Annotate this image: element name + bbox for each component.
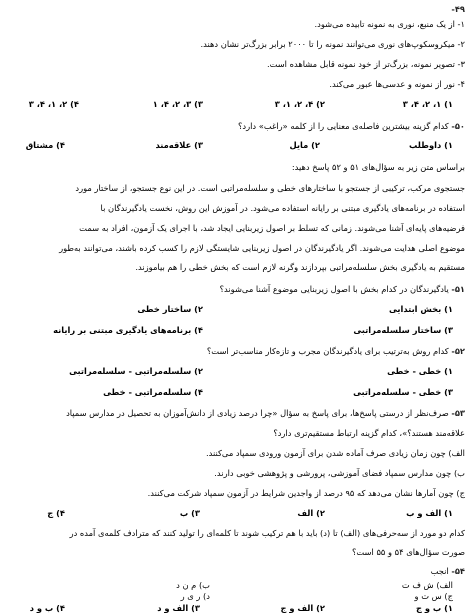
q51-option-4[interactable]: ۴) برنامه‌های یادگیری مبتنی بر رایانه — [53, 325, 203, 335]
q50-option-1[interactable]: ۱) داوطلب — [408, 140, 453, 150]
q54-option-4[interactable]: ۴) ب و د — [29, 603, 65, 613]
instruction-line-2: صورت سؤال‌های ۵۴ و ۵۵ است؟ — [352, 547, 465, 557]
question-53 — [8, 408, 465, 419]
q52-options-row-2 — [8, 387, 465, 398]
q54-item-a: الف) ش ف ت — [401, 580, 453, 590]
q54-items-row-1 — [8, 580, 465, 591]
question-54-number: ۵۴- — [451, 566, 465, 576]
question-54 — [8, 566, 465, 577]
q54-options — [8, 603, 465, 614]
q53-option-2[interactable]: ۲) الف — [297, 508, 325, 518]
q49-statement-4: ۴- نور از نمونه و عدسی‌ها عبور می‌کند. — [329, 79, 465, 89]
passage-line-3: فرضیه‌های پایه‌ای آشنا می‌شوند. زمانی که تسلط بر اصول زیربنایی ایجاد شد، با اجرای یک آزمون، افراد به سمت — [79, 223, 465, 233]
q50-option-3[interactable]: ۳) علاقه‌مند — [155, 140, 203, 150]
q53-item-c: ج) چون آمارها نشان می‌دهد که ۹۵ درصد از واجدین شرایط در آزمون سمپاد شرکت می‌کنند. — [147, 488, 465, 498]
question-50 — [8, 121, 465, 132]
passage-intro: براساس متن زیر به سؤال‌های ۵۱ و ۵۲ پاسخ دهید: — [291, 162, 465, 172]
q53-options — [8, 508, 465, 519]
q49-options — [8, 99, 465, 110]
q49-option-3[interactable]: ۳) ۳، ۲، ۴، ۱ — [152, 99, 203, 109]
q51-option-2[interactable]: ۲) ساختار خطی — [137, 304, 203, 314]
q54-option-1[interactable]: ۱) ب و ج — [415, 603, 453, 613]
passage-line-5: مستقیم به یادگیری بخش سلسله‌مراتبی بپردازند وگرنه لازم است که بخش خطی را هم بیاموزند. — [135, 262, 465, 272]
q52-option-1[interactable]: ۱) خطی - خطی — [387, 366, 453, 376]
q52-option-2[interactable]: ۲) سلسله‌مراتبی - سلسله‌مراتبی — [69, 366, 203, 376]
q53-item-b: ب) چون مدارس سمپاد فضای آموزشی، پرورشی و پژوهشی خوبی دارند. — [214, 468, 465, 478]
q54-item-b: ب) م ن د — [176, 580, 210, 590]
q52-option-4[interactable]: ۴) سلسله‌مراتبی - خطی — [103, 387, 203, 397]
q54-option-2[interactable]: ۲) الف و ج — [280, 603, 325, 613]
q49-option-4[interactable]: ۴) ۲، ۱، ۴، ۳ — [28, 99, 79, 109]
question-50-text: کدام گزینه بیشترین فاصله‌ی معنایی را از کلمه «راغب» دارد؟ — [238, 121, 449, 131]
question-52-number: ۵۲- — [451, 346, 465, 356]
question-53-number: ۵۳- — [451, 408, 465, 418]
q50-options — [8, 140, 465, 151]
question-51-number: ۵۱- — [451, 284, 465, 294]
q53-option-3[interactable]: ۳) ب — [179, 508, 200, 518]
q53-option-4[interactable]: ۴) ج — [47, 508, 65, 518]
q50-option-4[interactable]: ۴) مشتاق — [25, 140, 65, 150]
question-52-text: کدام روش به‌ترتیب برای یادگیرندگان مجرب و تازه‌کار مناسب‌تر است؟ — [206, 346, 449, 356]
q51-options-row-2 — [8, 325, 465, 336]
q49-statement-1: ۱- از یک منبع، نوری به نمونه تابیده می‌شود. — [314, 19, 465, 29]
question-53-line-1: صرف‌نظر از درستی پاسخ‌ها، برای پاسخ به سؤال «چرا درصد زیادی از دانش‌آموزان به تحصیل در مدارس سمپاد — [66, 408, 449, 418]
q53-item-a: الف) چون زمان زیادی صرف آماده شدن برای آزمون ورودی سمپاد می‌کنند. — [205, 448, 465, 458]
passage-line-2: استفاده در برنامه‌های یادگیری مبتنی بر رایانه استفاده می‌شود. در آموزش این روش، نخست یادگیرندگان با — [100, 203, 465, 213]
q53-option-1[interactable]: ۱) الف و ب — [406, 508, 453, 518]
instruction-line-1: کدام دو مورد از سه‌حرفی‌های (الف) تا (د) باید با هم ترکیب شوند تا کلمه‌ای را تولید کنند که مترادف کلمه‌ی آمده در — [69, 528, 465, 538]
q52-option-3[interactable]: ۳) خطی - سلسله‌مراتبی — [353, 387, 453, 397]
question-52 — [8, 346, 465, 357]
passage-line-1: جستجوی مرکب، ترکیبی از جستجو با ساختارهای خطی و سلسله‌مراتبی است. در این نوع جستجو، از ساختار مورد — [75, 183, 465, 193]
q49-option-2[interactable]: ۲) ۴، ۲، ۱، ۳ — [274, 99, 325, 109]
question-51-text: یادگیرندگان در کدام بخش با اصول زیربنایی موضوع آشنا می‌شوند؟ — [219, 284, 449, 294]
q52-options-row-1 — [8, 366, 465, 377]
q49-statement-2: ۲- میکروسکوپ‌های نوری می‌توانند نمونه را تا ۲۰۰۰ برابر بزرگ‌تر نشان دهند. — [200, 39, 465, 49]
q54-option-3[interactable]: ۳) الف و د — [157, 603, 200, 613]
question-51 — [8, 284, 465, 295]
q49-statement-3: ۳- تصویر نمونه، بزرگ‌تر از خود نمونه قابل مشاهده است. — [266, 59, 465, 69]
question-53-line-2: علاقه‌مند هستند؟»، کدام گزینه ارتباط مستقیم‌تری دارد؟ — [273, 428, 465, 438]
question-50-number: ۵۰- — [451, 121, 465, 131]
q54-item-d: د) ر ی ر — [180, 591, 210, 601]
q51-options-row-1 — [8, 304, 465, 315]
q51-option-1[interactable]: ۱) بخش ابتدایی — [389, 304, 453, 314]
passage-line-4: موضوع اصلی هدایت می‌شوند. اگر یادگیرندگان در اصول زیربنایی شایستگی لازم را کسب کرده باشند، می‌توانند به‌طور — [59, 243, 465, 253]
q50-option-2[interactable]: ۲) مایل — [289, 140, 320, 150]
question-54-word: انجب — [430, 566, 449, 576]
q49-option-1[interactable]: ۱) ۱، ۲، ۴، ۳ — [402, 99, 453, 109]
q54-items-row-2 — [8, 591, 465, 602]
q54-item-c: ج) س ت و — [414, 591, 453, 601]
q51-option-3[interactable]: ۳) ساختار سلسله‌مراتبی — [353, 325, 453, 335]
question-49-number: ۴۹- — [451, 4, 465, 14]
